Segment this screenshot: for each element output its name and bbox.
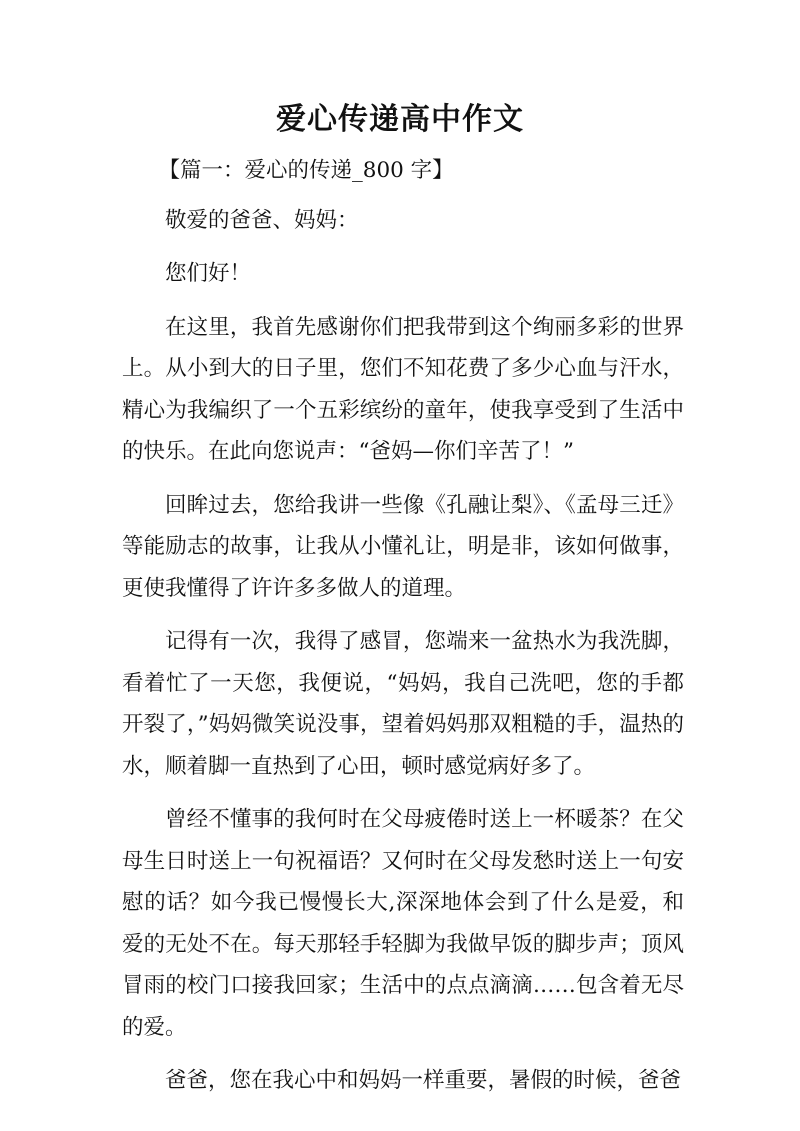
document-title: 爱心传递高中作文 [276,102,524,137]
paragraph: 记得有一次，我得了感冒，您端来一盆热水为我洗脚，看着忙了一天您，我便说，“妈妈，我自己洗吧，您的手都开裂了，”妈妈微笑说没事，望着妈妈那双粗糙的手，温热的水，顺着脚一直热到了心田，顿时感觉病好多了。 [122,629,684,779]
paragraph: 回眸过去，您给我讲一些像《孔融让梨》、《孟母三迁》等能励志的故事，让我从小懂礼让，明是非，该如何做事，更使我懂得了许许多多做人的道理。 [122,492,684,601]
section-heading: 【篇一：爱心的传递_800 字】 [158,158,454,183]
paragraph: 曾经不懂事的我何时在父母疲倦时送上一杯暖茶？在父母生日时送上一句祝福语？又何时在父母发愁时送上一句安慰的话？如今我已慢慢长大,深深地体会到了什么是爱，和爱的无处不在。每天那轻手轻脚为我做早饭的脚步声；顶风冒雨的校门口接我回家；生活中的点点滴滴……包含着无尽的爱。 [122,807,684,1040]
paragraph: 爸爸，您在我心中和妈妈一样重要，暑假的时候，爸爸 [165,1068,682,1093]
greeting: 您们好！ [165,261,252,286]
document-body [122,150,684,1114]
paragraph: 在这里，我首先感谢你们把我带到这个绚丽多彩的世界上。从小到大的日子里，您们不知花费了多少心血与汗水，精心为我编织了一个五彩缤纷的童年，使我享受到了生活中的快乐。在此向您说声：“爸妈—你们辛苦了！” [122,314,684,464]
salutation: 敬爱的爸爸、妈妈： [165,207,359,233]
